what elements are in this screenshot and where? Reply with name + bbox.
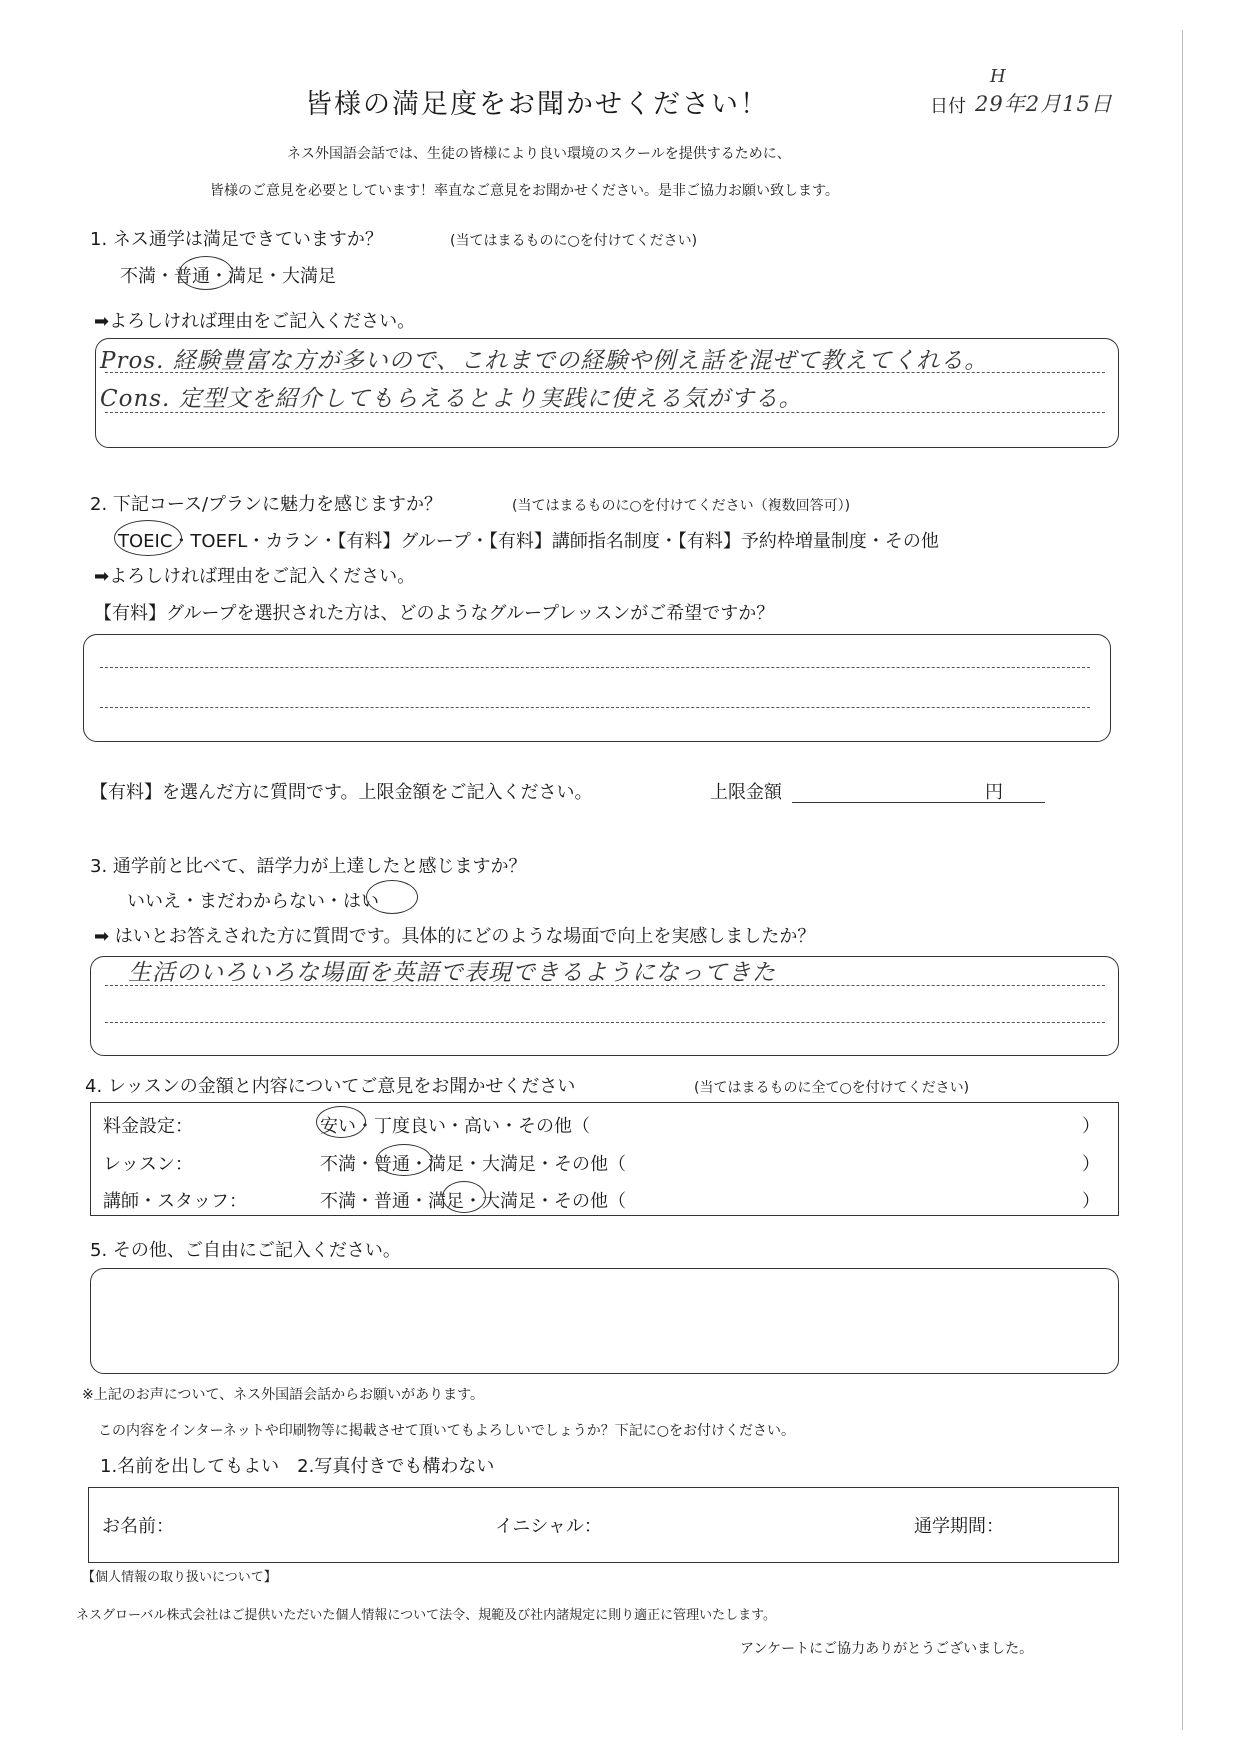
q2-yen: 円 [985,782,1003,803]
q4-note: (当てはまるものに全て○を付けてください) [694,1080,970,1096]
q2-answer-line-1 [100,667,1090,668]
q2-options: TOEIC・TOEFL・カラン・【有料】グループ・【有料】講師指名制度・【有料】予約枠増量制度・その他 [118,531,939,552]
q2-note: (当てはまるものに○を付けてください（複数回答可）) [512,498,851,514]
q1-options: 不満・普通・満足・大満足 [120,266,336,287]
q3-answer-text: 生活のいろいろな場面を英語で表現できるようになってきた [128,960,776,986]
q2-reason-prompt: ➡よろしければ理由をご記入ください。 [94,566,416,587]
q1-question: 1. ネス通学は満足できていますか？ [90,229,383,250]
q3-followup: ➡ はいとお答えされた方に質問です。具体的にどのような場面で向上を実感しましたか？ [94,926,816,947]
q2-limit-prompt: 【有料】を選んだ方に質問です。上限金額をご記入ください。 [90,782,593,803]
date-label: 日付 [930,96,966,117]
q4-question: 4. レッスンの金額と内容についてご意見をお聞かせください [85,1076,576,1097]
q4-row-options-staff: 不満・普通・満足・大満足・その他（ [320,1191,626,1212]
q2-answer-line-2 [100,707,1090,708]
signature-name-label: お名前： [102,1516,174,1537]
q2-limit-input-line [792,802,1045,803]
q2-question: 2. 下記コース/プランに魅力を感じますか？ [90,494,443,515]
q1-reason-prompt: ➡よろしければ理由をご記入ください。 [94,311,416,332]
q1-answer-text-1: Pros. 経験豊富な方が多いので、これまでの経験や例え話を混ぜて教えてくれる。 [100,348,989,374]
q4-price-selected-mark [316,1106,366,1138]
intro-line-1: ネス外国語会話では、生徒の皆様により良い環境のスクールを提供するために、 [287,146,791,162]
page-title: 皆様の満足度をお聞かせください！ [305,89,769,120]
q1-answer-text-2: Cons. 定型文を紹介してもらえるとより実践に使える気がする。 [100,386,803,412]
q1-note: (当てはまるものに○を付けてください) [450,233,698,249]
q4-row-close-staff: ） [1082,1191,1100,1212]
q4-lesson-selected-mark [376,1144,432,1176]
q4-row-label-staff: 講師・スタッフ： [103,1191,247,1212]
scan-edge-line [1182,30,1183,1730]
privacy-text: ネスグローバル株式会社はご提供いただいた個人情報について法令、規範及び社内諸規定に則り適正に管理いたします。 [76,1608,777,1623]
q2-limit-label: 上限金額 [710,782,782,803]
q3-answer-line-2 [105,1022,1105,1023]
q4-row-close-price: ） [1082,1116,1100,1137]
date-value: 29年2月15日 [975,92,1113,116]
q4-staff-selected-mark [442,1181,486,1213]
q3-question: 3. 通学前と比べて、語学力が上達したと感じますか？ [90,856,527,877]
q5-question: 5. その他、ご自由にご記入ください。 [90,1240,401,1261]
q3-options: いいえ・まだわからない・はい [127,891,379,912]
q1-selected-mark [179,256,233,290]
q5-answer-box [90,1268,1119,1374]
q4-row-options-price: 安い・丁度良い・高い・その他（ [320,1116,590,1137]
privacy-heading: 【個人情報の取り扱いについて】 [82,1570,277,1585]
consent-options: 1.名前を出してもよい 2.写真付きでも構わない [100,1456,495,1477]
signature-initial-label: イニシャル： [495,1516,602,1537]
signature-period-label: 通学期間： [914,1516,1004,1537]
q4-row-options-lesson: 不満・普通・満足・大満足・その他（ [320,1154,626,1175]
q2-selected-mark [114,520,182,556]
q3-selected-mark [366,880,418,914]
q2-answer-box [83,634,1111,742]
thanks-text: アンケートにご協力ありがとうございました。 [740,1641,1034,1657]
intro-line-2: 皆様のご意見を必要としています！率直なご意見をお聞かせください。是非ご協力お願い致します。 [210,183,839,199]
consent-note: ※上記のお声について、ネス外国語会話からお願いがあります。 [82,1387,485,1403]
q2-group-prompt: 【有料】グループを選択された方は、どのようなグループレッスンがご希望ですか？ [94,603,775,624]
consent-question: この内容をインターネットや印刷物等に掲載させて頂いてもよろしいでしょうか？下記に○をお付けください。 [98,1423,795,1439]
q4-row-close-lesson: ） [1082,1154,1100,1175]
date-era: H [990,66,1007,87]
q4-row-label-lesson: レッスン： [103,1154,193,1175]
q4-row-label-price: 料金設定： [103,1116,193,1137]
